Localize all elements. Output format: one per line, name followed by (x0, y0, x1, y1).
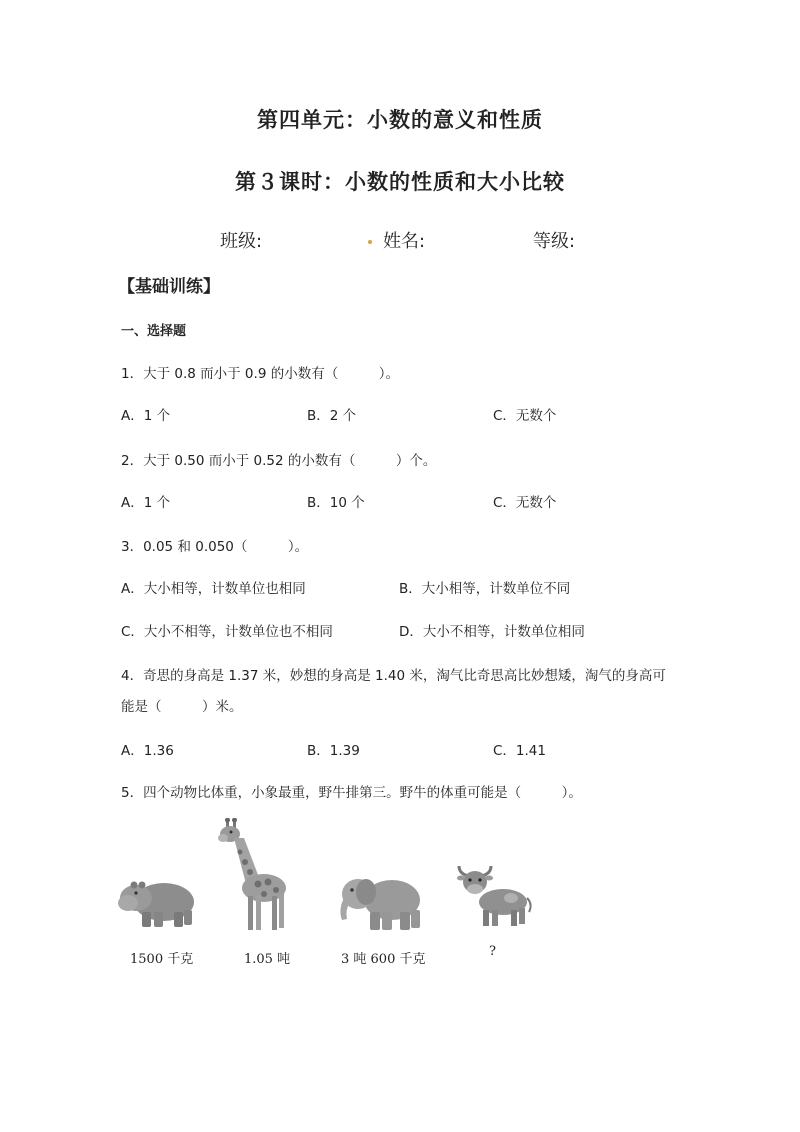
grade-label: 等级: (533, 231, 576, 252)
q3-option-c: C．大小不相等，计数单位也不相同 (121, 624, 333, 640)
class-label: 班级: (220, 231, 263, 252)
q3-option-a: A．大小相等，计数单位也相同 (121, 581, 306, 597)
question-1: 1．大于 0.8 而小于 0.9 的小数有（ ）。 (121, 366, 399, 382)
animal-figure (0, 810, 800, 980)
q4-option-b: B．1.39 (307, 743, 360, 759)
question-2: 2．大于 0.50 而小于 0.52 的小数有（ ）个。 (121, 453, 437, 469)
lesson-subtitle: 第３课时：小数的性质和大小比较 (235, 170, 565, 194)
hippo-icon (118, 872, 198, 930)
name-label: 姓名: (383, 231, 426, 252)
q2-option-a: A．1 个 (121, 495, 171, 511)
question-3: 3．0.05 和 0.050（ ）。 (121, 539, 309, 555)
giraffe-icon (212, 818, 292, 932)
q1-option-b: B．2 个 (307, 408, 357, 424)
elephant-caption: 3 吨 600 千克 (341, 952, 426, 967)
subsection-heading: 一、选择题 (121, 324, 187, 339)
q3-option-b: B．大小相等，计数单位不同 (399, 581, 571, 597)
q4-option-c: C．1.41 (493, 743, 546, 759)
question-5: 5．四个动物比体重，小象最重，野牛排第三。野牛的体重可能是（ ）。 (121, 785, 582, 801)
q3-option-d: D．大小不相等，计数单位相同 (399, 624, 585, 640)
hippo-caption: 1500 千克 (130, 952, 194, 967)
bull-caption: ? (489, 944, 496, 959)
elephant-icon (336, 870, 426, 934)
q2-option-b: B．10 个 (307, 495, 365, 511)
section-heading: 【基础训练】 (118, 277, 220, 297)
q2-option-c: C．无数个 (493, 495, 557, 511)
question-4-line-2: 能是（ ）米。 (121, 699, 243, 715)
giraffe-caption: 1.05 吨 (244, 952, 291, 967)
bull-icon (455, 860, 535, 930)
q1-option-a: A．1 个 (121, 408, 171, 424)
q1-option-c: C．无数个 (493, 408, 557, 424)
question-4-line-1: 4．奇思的身高是 1.37 米，妙想的身高是 1.40 米，淘气比奇思高比妙想矮，淘气的身高可 (121, 668, 666, 684)
page-title: 第四单元：小数的意义和性质 (257, 108, 543, 132)
q4-option-a: A．1.36 (121, 743, 174, 759)
stray-dot (368, 240, 372, 244)
